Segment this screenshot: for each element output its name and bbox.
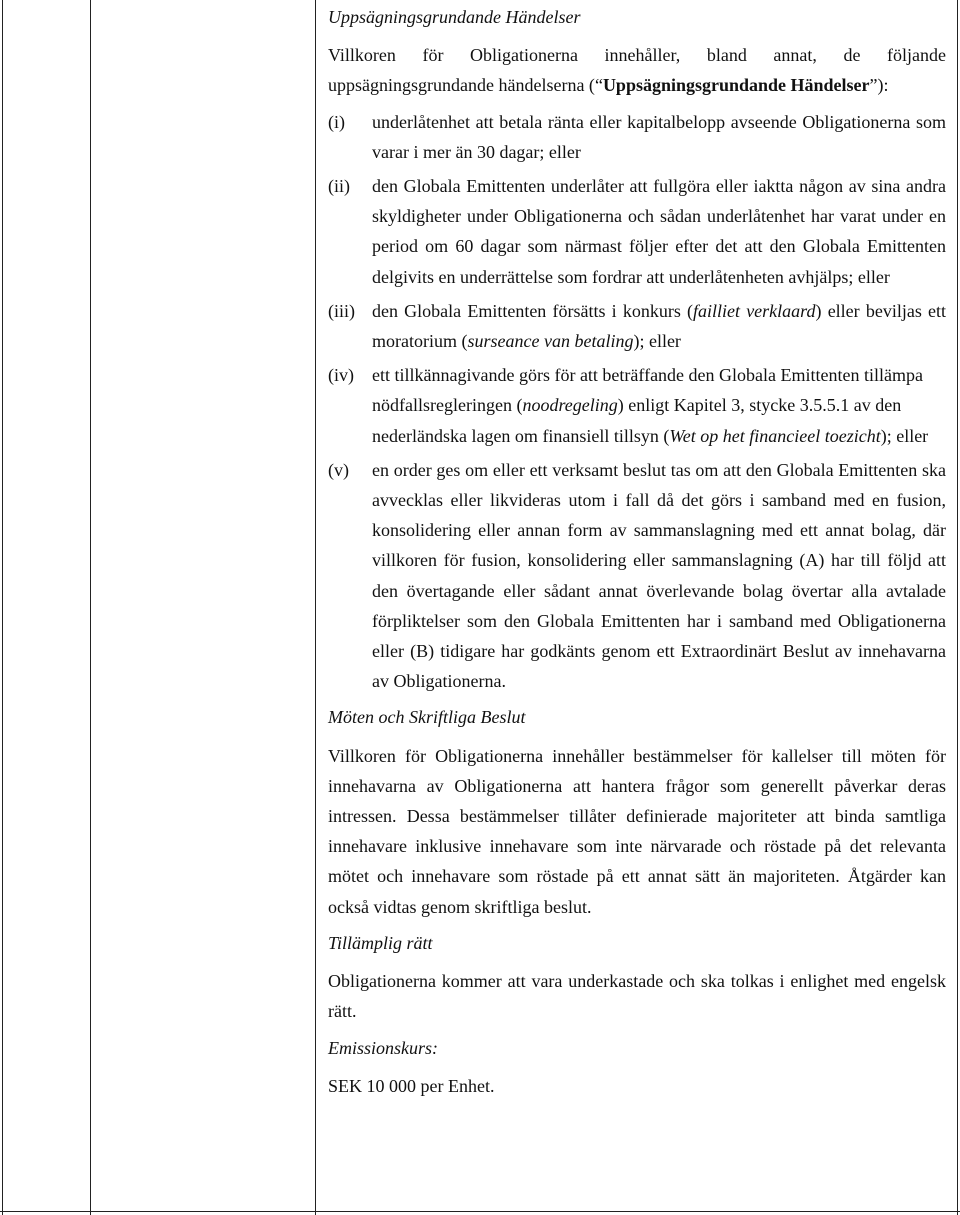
list-item-text-part: ); eller — [633, 331, 681, 352]
events-list — [328, 107, 946, 697]
list-item — [328, 296, 946, 356]
table-column-divider-2 — [315, 0, 316, 1215]
list-item-text-part: ) eller beviljas ett moratorium ( — [372, 300, 947, 352]
table-column-divider-1 — [90, 0, 91, 1215]
section-heading-meetings: Möten och Skriftliga Beslut — [328, 707, 526, 728]
list-item-text — [372, 360, 946, 451]
list-item-text: den Globala Emittenten underlåter att fullgöra eller iaktta någon av sina andra skyldigheter under Obligationerna och sådan underlåtenhet har varat under en period om 60 dagar som närmast följer efter det att den Globala Emittenten delgivits en underrättelse som fordrar att underlåtenheten avhjälps; eller — [372, 176, 946, 287]
governing-law-paragraph: Obligationerna kommer att vara underkastade och ska tolkas i enlighet med engelsk rätt. — [328, 971, 946, 1022]
dutch-term: Wet op het financieel toezicht — [669, 425, 881, 446]
list-item — [328, 171, 946, 292]
meetings-paragraph: Villkoren för Obligationerna innehåller bestämmelser för kallelser till möten för innehavarna av Obligationerna att hantera frågor som generellt påverkar deras intressen. Dessa bestämmelser tillåter definierade majoriteter att binda samtliga innehavare inklusive innehavare som inte närvarade och röstade på det relevanta mötet och innehavare som röstade på ett annat sätt än majoriteten. Åtgärder kan också vidtas genom skriftliga beslut. — [328, 745, 946, 917]
dutch-term: failliet verklaard — [693, 300, 816, 321]
list-item-number: (v) — [328, 459, 349, 480]
section-heading-events: Uppsägningsgrundande Händelser — [328, 7, 581, 27]
table-border-left — [2, 0, 3, 1215]
list-item-text-part: ett tillkännagivande görs för att beträffande den Globala Emittenten tillämpa nödfallsregleringen ( — [372, 365, 923, 416]
dutch-term: surseance van betaling — [467, 331, 634, 352]
issue-price-value: SEK 10 000 per Enhet. — [328, 1075, 495, 1096]
issue-price-heading-text: Emissionskurs — [328, 1037, 433, 1058]
section-heading-governing-law: Tillämplig rätt — [328, 932, 433, 953]
list-item — [328, 360, 946, 451]
table-border-bottom — [0, 1211, 960, 1212]
list-item-number: (i) — [328, 111, 345, 132]
list-item-number: (iii) — [328, 300, 355, 321]
events-intro — [328, 40, 946, 100]
dutch-term: noodregeling — [522, 395, 618, 416]
list-item-number: (iv) — [328, 365, 354, 386]
content-cell — [328, 0, 946, 1107]
table-border-right — [957, 0, 958, 1215]
quote-open: “ — [594, 75, 603, 96]
list-item-text-part: den Globala Emittenten försätts i konkurs ( — [372, 300, 694, 321]
list-item-text: underlåtenhet att betala ränta eller kapitalbelopp avseende Obligationerna som varar i mer än 30 dagar; eller — [372, 111, 946, 162]
list-item — [328, 455, 946, 697]
list-item-text — [372, 296, 946, 356]
quote-close: ” — [869, 75, 878, 96]
section-heading-issue-price — [328, 1033, 946, 1063]
events-intro-end: ): — [877, 75, 889, 96]
list-item-text-part: ); eller — [880, 425, 929, 446]
events-intro-text: Villkoren för Obligationerna innehåller, bland annat, de följande uppsägningsgrundande händelserna ( — [328, 45, 946, 96]
issue-price-heading-colon: : — [432, 1037, 439, 1058]
list-item-text-part: ) enligt Kapitel 3, stycke 3.5.5.1 av den nederländska lagen om finansiell tillsyn ( — [372, 395, 902, 446]
list-item-text: en order ges om eller ett verksamt beslut tas om att den Globala Emittenten ska avvecklas eller likvideras utom i fall då det görs i samband med en fusion, konsolidering eller annan form av sammanslagning med ett annat bolag, där villkoren för fusion, konsolidering eller sammanslagning (A) har till följd att den övertagande eller sådant annat överlevande bolag övertar alla avtalade förpliktelser som den Globala Emittenten har i samband med Obligationerna eller (B) tidigare har godkänts genom ett Extraordinärt Beslut av innehavarna av Obligationerna. — [372, 459, 946, 692]
list-item — [328, 107, 946, 167]
events-intro-defined-term: Uppsägningsgrundande Händelser — [602, 75, 870, 96]
list-item-number: (ii) — [328, 176, 350, 197]
